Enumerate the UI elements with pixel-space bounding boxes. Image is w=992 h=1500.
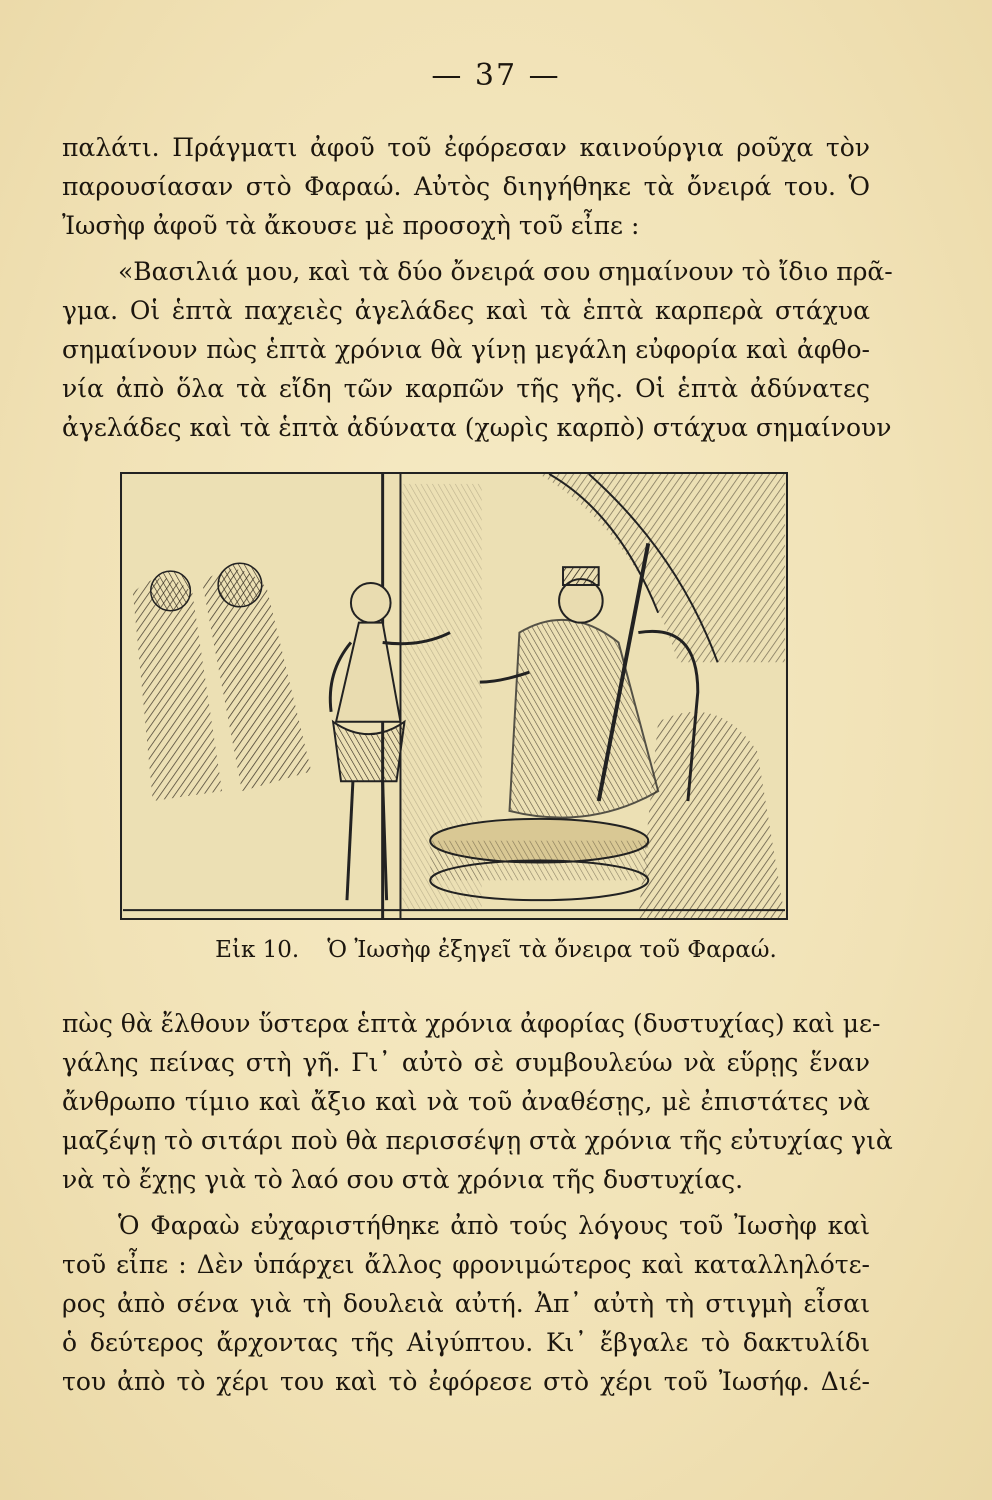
text-line: παρουσίασαν στὸ Φαραώ. Αὐτὸς διηγήθηκε τὰ ὄνειρά του. Ὁ: [62, 172, 870, 201]
illustration-joseph-pharaoh: [120, 472, 788, 920]
text-line: παλάτι. Πράγματι ἀφοῦ τοῦ ἐφόρεσαν καινούργια ροῦχα τὸν: [62, 133, 870, 162]
text-line: του ἀπὸ τὸ χέρι του καὶ τὸ ἐφόρεσε στὸ χέρι τοῦ Ἰωσήφ. Διέ-: [62, 1367, 870, 1396]
text-line: Ἰωσὴφ ἀφοῦ τὰ ἄκουσε μὲ προσοχὴ τοῦ εἶπε :: [62, 211, 640, 240]
engraving-illustration: [122, 474, 786, 918]
text-line: «Βασιλιά μου, καὶ τὰ δύο ὄνειρά σου σημαίνουν τὸ ἴδιο πρᾶ-: [118, 257, 893, 286]
figure-caption: [0, 937, 992, 963]
paragraph-3: [62, 1004, 893, 1199]
paragraph-1: [62, 128, 870, 245]
text-line: ἀγελάδες καὶ τὰ ἑπτὰ ἀδύνατα (χωρὶς καρπὸ) στάχυα σημαίνουν: [62, 413, 892, 442]
paragraph-4: [62, 1206, 870, 1401]
text-line: ἄνθρωπο τίμιο καὶ ἄξιο καὶ νὰ τοῦ ἀναθέσῃς, μὲ ἐπιστάτες νὰ: [62, 1087, 870, 1116]
text-line: γάλης πείνας στὴ γῆ. Γι᾽ αὐτὸ σὲ συμβουλεύω νὰ εὕρῃς ἕναν: [62, 1048, 870, 1077]
text-line: Ὁ Φαραὼ εὐχαριστήθηκε ἀπὸ τούς λόγους τοῦ Ἰωσὴφ καὶ: [118, 1211, 870, 1240]
caption-text: Ὁ Ἰωσὴφ ἐξηγεῖ τὰ ὄνειρα τοῦ Φαραώ.: [327, 937, 777, 963]
text-line: πὼς θὰ ἔλθουν ὕστερα ἑπτὰ χρόνια ἀφορίας (δυστυχίας) καὶ με-: [62, 1009, 881, 1038]
text-line: νία ἀπὸ ὅλα τὰ εἴδη τῶν καρπῶν τῆς γῆς. Οἱ ἑπτὰ ἀδύνατες: [62, 374, 870, 403]
page-number: — 37 —: [431, 58, 561, 93]
figure-number: Εἰκ 10.: [215, 937, 300, 963]
text-line: γμα. Οἱ ἑπτὰ παχειὲς ἀγελάδες καὶ τὰ ἑπτὰ καρπερὰ στάχυα: [62, 296, 870, 325]
text-line: νὰ τὸ ἔχῃς γιὰ τὸ λαό σου στὰ χρόνια τῆς δυστυχίας.: [62, 1165, 744, 1194]
text-line: ὁ δεύτερος ἄρχοντας τῆς Αἰγύπτου. Κι᾽ ἔβγαλε τὸ δακτυλίδι: [62, 1328, 870, 1357]
text-line: ρος ἀπὸ σένα γιὰ τὴ δουλειὰ αὐτή. Ἀπ᾽ αὐτὴ τὴ στιγμὴ εἶσαι: [62, 1289, 870, 1318]
text-line: τοῦ εἶπε : Δὲν ὑπάρχει ἄλλος φρονιμώτερος καὶ καταλληλότε-: [62, 1250, 870, 1279]
text-line: μαζέψῃ τὸ σιτάρι ποὺ θὰ περισσέψῃ στὰ χρόνια τῆς εὐτυχίας γιὰ: [62, 1126, 893, 1155]
paragraph-2: [62, 252, 893, 447]
text-line: σημαίνουν πὼς ἑπτὰ χρόνια θὰ γίνῃ μεγάλη εὐφορία καὶ ἀφθο-: [62, 335, 870, 364]
